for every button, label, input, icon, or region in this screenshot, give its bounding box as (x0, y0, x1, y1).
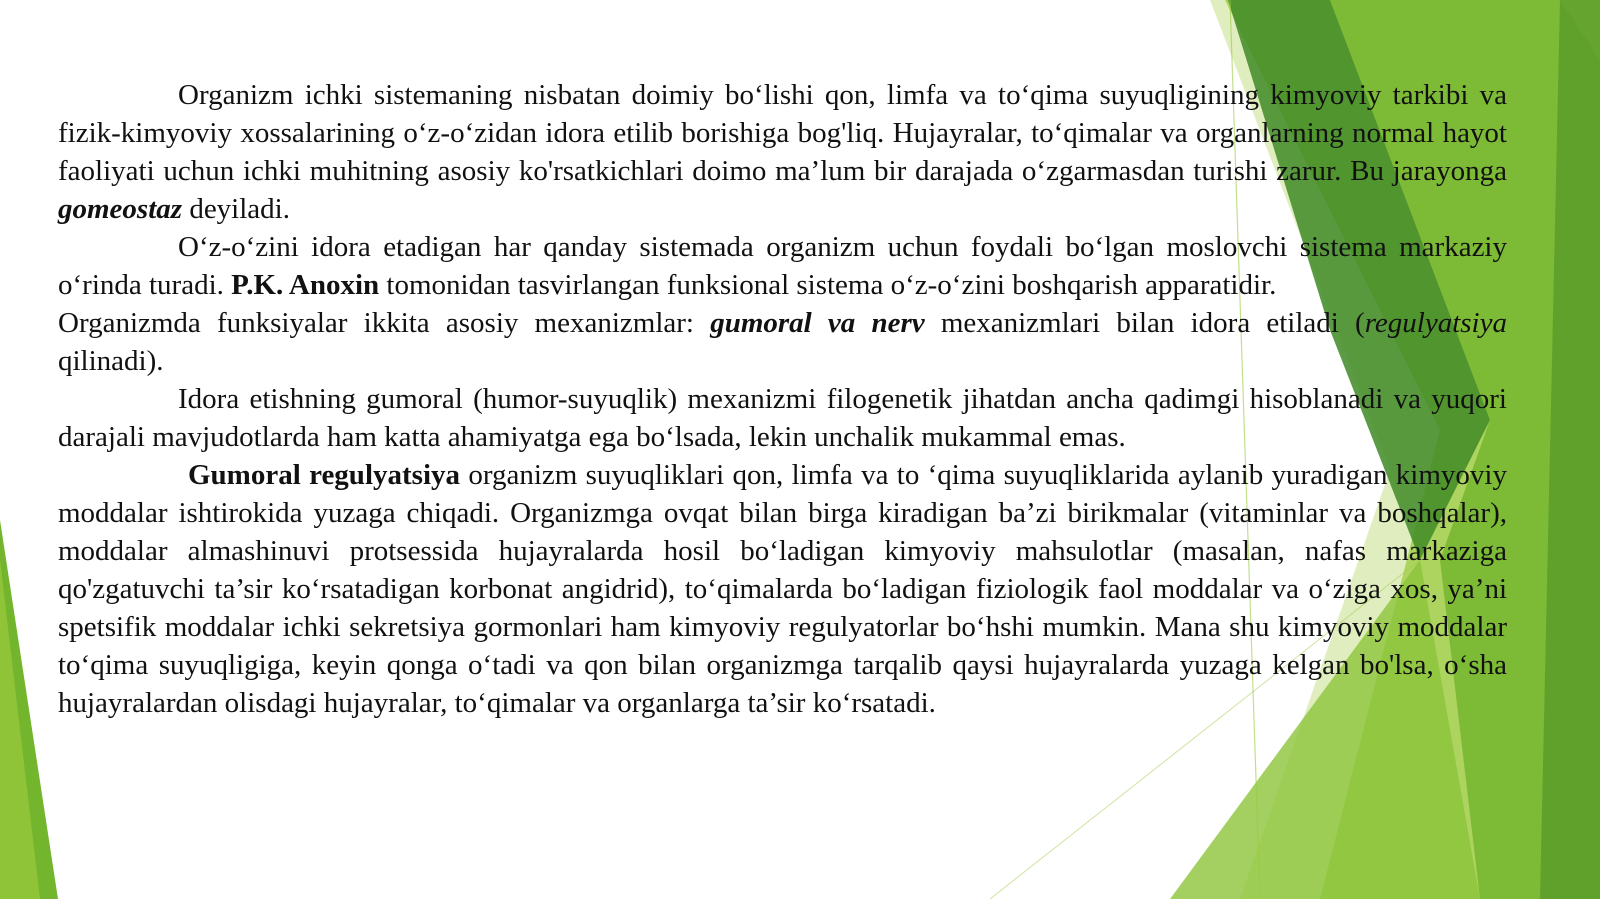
paragraph-humoral-mechanism (58, 380, 1507, 456)
term-gomeostaz: gomeostaz (58, 193, 183, 225)
text-run: qilinadi). (58, 345, 164, 377)
text-run: mexanizmlari bilan idora etiladi ( (924, 307, 1365, 339)
term-regulyatsiya: regulyatsiya (1364, 307, 1507, 339)
paragraph-gumoral-regulyatsiya (58, 456, 1507, 722)
text-run: O‘z-o‘zini idora etadigan har qanday sistemada organizm uchun foydali bo‘lgan moslovchi sistema markaziy o‘rinda turadi. (58, 231, 1507, 301)
text-run: tomonidan tasvirlangan funksional sistema o‘z-o‘zini boshqarish apparatidir. (379, 269, 1277, 301)
paragraph-anoxin (58, 228, 1507, 304)
text-run: Organizm ichki sistemaning nisbatan doimiy bo‘lishi qon, limfa va to‘qima suyuqligining kimyoviy tarkibi va fizik-kimyoviy xossalarining o‘z-o‘zidan idora etilib borishiga bog'liq. Hujayralar, to‘qimalar va organlarning normal hayot faoliyati uchun ichki muhitning asosiy ko'rsatkichlari doimo ma’lum bir darajada o‘zgarmasdan turishi zarur. Bu jarayonga (58, 79, 1507, 187)
paragraph-mechanisms (58, 304, 1507, 380)
term-gumoral-nerv: gumoral va nerv (710, 307, 925, 339)
term-gumoral-regulyatsiya: Gumoral regulyatsiya (188, 459, 460, 491)
paragraph-gomeostaz (58, 76, 1507, 228)
text-run: organizm suyuqliklari qon, limfa va to ‘qima suyuqliklarida aylanib yuradigan kimyoviy moddalar ishtirokida yuzaga chiqadi. Organizmga ovqat bilan birga kiradigan ba’zi birikmalar (vitaminlar va boshqalar), moddalar almashinuvi protsessida hujayralarda hosil bo‘ladigan kimyoviy mahsulotlar (masalan, nafas markaziga qo'zgatuvchi ta’sir ko‘rsatadigan korbonat angidrid), to‘qimalarda bo‘ladigan fiziologik faol moddalar va o‘ziga xos, ya’ni spetsifik moddalar ichki sekretsiya gormonlari ham kimyoviy regulyatorlar bo‘hshi mumkin. Mana shu kimyoviy moddalar to‘qima suyuqligiga, keyin qonga o‘tadi va qon bilan organizmga tarqalib qaysi hujayralarda yuzaga kelgan bo'lsa, o‘sha hujayralardan olisdagi hujayralar, to‘qimalar va organlarga ta’sir ko‘rsatadi. (58, 459, 1507, 719)
name-anoxin: P.K. Anoxin (231, 269, 380, 301)
text-run: Organizmda funksiyalar ikkita asosiy mexanizmlar: (58, 307, 711, 339)
text-body (58, 76, 1507, 722)
text-run: deyiladi. (182, 193, 290, 225)
text-run: Idora etishning gumoral (humor-suyuqlik) mexanizmi filogenetik jihatdan ancha qadimgi hisoblanadi va yuqori darajali mavjudotlarda ham katta ahamiyatga ega bo‘lsada, lekin unchalik mukammal emas. (58, 383, 1507, 453)
